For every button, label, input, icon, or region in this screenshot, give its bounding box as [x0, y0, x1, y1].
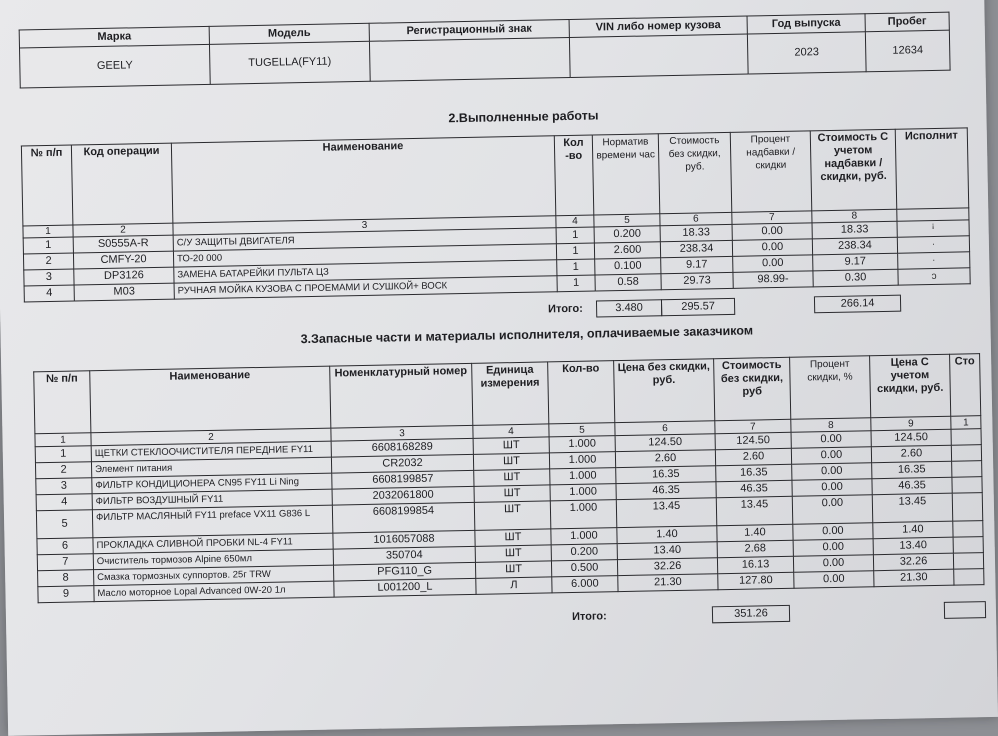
parts-unit: ШТ [475, 529, 551, 546]
parts-name: ФИЛЬТР КОНДИЦИОНЕРА CN95 FY11 Li Ning [92, 473, 332, 494]
parts-price: 1.40 [617, 526, 717, 544]
works-cost: 238.34 [660, 240, 732, 257]
parts-price: 13.40 [617, 542, 717, 560]
parts-sku: 6608199854 [332, 502, 475, 533]
parts-index-cell: 6 [615, 421, 715, 436]
works-executor: · [898, 252, 970, 269]
parts-extra [951, 429, 981, 446]
works-total-label: Итого: [548, 302, 583, 316]
works-executor: ɔ [898, 268, 970, 285]
parts-num: 7 [37, 554, 93, 571]
parts-name: Очиститель тормозов Alpine 650мл [93, 549, 333, 570]
parts-extra [952, 493, 983, 522]
works-time: 2.600 [594, 242, 660, 259]
works-pct: 0.00 [733, 255, 813, 273]
parts-index-cell: 2 [91, 428, 331, 446]
vehicle-vin [569, 34, 748, 77]
parts-price: 46.35 [616, 482, 716, 500]
parts-cost: 16.13 [717, 556, 793, 573]
parts-pct: 0.00 [794, 571, 874, 589]
works-cost: 18.33 [660, 224, 732, 241]
parts-sku: 6608199857 [332, 470, 474, 489]
parts-final: 124.50 [871, 429, 951, 447]
works-header-code: Код операции [71, 143, 173, 225]
parts-index-cell: 4 [473, 424, 549, 438]
parts-header-sku: Номенклатурный номер [330, 363, 473, 428]
vehicle-table [19, 12, 951, 89]
parts-name: Масло моторное Lopal Advanced 0W-20 1л [94, 581, 334, 602]
vehicle-header-model: Модель [209, 23, 369, 44]
parts-final: 13.45 [872, 493, 953, 523]
works-pct: 98.99- [733, 271, 813, 289]
works-qty: 1 [556, 243, 594, 260]
parts-pct: 0.00 [793, 555, 873, 573]
works-code: M03 [74, 283, 174, 301]
parts-header-extra: Сто [950, 354, 981, 417]
parts-extra [954, 569, 984, 586]
works-header-name: Наименование [171, 136, 555, 223]
works-code: CMFY-20 [73, 251, 173, 269]
works-total: 0.30 [813, 269, 898, 287]
works-index-cell: 5 [594, 214, 660, 227]
parts-pct: 0.00 [792, 495, 873, 525]
parts-qty: 1.000 [549, 452, 615, 469]
parts-final: 16.35 [872, 461, 952, 479]
parts-index-cell: 3 [331, 425, 473, 441]
works-header-time: Норматив времени час [592, 134, 660, 215]
vehicle-model: TUGELLA(FY11) [209, 41, 370, 84]
works-num: 2 [23, 253, 73, 270]
parts-final: 46.35 [872, 477, 952, 495]
parts-num: 1 [35, 446, 91, 463]
works-total-time: 3.480 [596, 299, 662, 317]
parts-header-qty: Кол-во [548, 361, 615, 424]
parts-unit: ШТ [475, 545, 551, 562]
vehicle-header-make: Марка [19, 26, 209, 48]
parts-header-num: № п/п [34, 371, 91, 434]
parts-index-cell: 1 [951, 416, 981, 430]
works-executor: ꜟ [897, 220, 969, 237]
parts-cost: 2.60 [715, 448, 791, 465]
parts-total-cost: 351.26 [712, 605, 790, 623]
parts-sku: PFG110_G [333, 562, 475, 581]
parts-extra [952, 461, 982, 478]
works-total: 18.33 [812, 221, 897, 239]
parts-price: 16.35 [616, 466, 716, 484]
works-index-cell: 4 [556, 215, 594, 228]
works-name: ЗАМЕНА БАТАРЕЙКИ ПУЛЬТА ЦЗ [174, 260, 557, 283]
works-index-cell: 3 [173, 216, 556, 235]
vehicle-header-mileage: Пробег [865, 12, 949, 32]
parts-name: Элемент питания [91, 457, 331, 478]
parts-num: 3 [36, 478, 92, 495]
works-code: DP3126 [74, 267, 174, 285]
parts-pct: 0.00 [792, 479, 872, 497]
parts-qty: 1.000 [550, 500, 617, 529]
parts-final: 32.26 [873, 553, 953, 571]
works-time: 0.200 [594, 226, 660, 243]
works-index-cell: 2 [73, 223, 173, 237]
parts-header-unit: Единица измерения [472, 362, 549, 425]
parts-name: ФИЛЬТР ВОЗДУШНЫЙ FY11 [92, 489, 332, 510]
parts-num: 9 [38, 586, 94, 603]
parts-extra [953, 537, 983, 554]
parts-cost: 13.45 [716, 496, 793, 525]
parts-sku: CR2032 [331, 454, 473, 473]
parts-num: 5 [36, 510, 93, 539]
works-total-final: 266.14 [814, 295, 901, 314]
parts-header-price: Цена без скидки, руб. [614, 359, 715, 423]
works-header-executor: Исполнит [895, 128, 969, 209]
vehicle-year: 2023 [747, 32, 866, 74]
works-qty: 1 [557, 275, 595, 292]
parts-name: ФИЛЬТР МАСЛЯНЫЙ FY11 preface VX11 G836 L [92, 505, 332, 538]
parts-unit: ШТ [474, 485, 550, 502]
works-index-cell: 8 [812, 209, 897, 223]
vehicle-mileage: 12634 [865, 30, 950, 72]
vehicle-make: GEELY [20, 44, 211, 88]
parts-qty: 0.500 [551, 560, 617, 577]
parts-extra [953, 521, 983, 538]
works-name: ТО-20 000 [173, 244, 556, 267]
parts-price: 2.60 [615, 450, 715, 468]
parts-unit: ШТ [473, 453, 549, 470]
parts-pct: 0.00 [793, 523, 873, 541]
parts-header-final: Цена С учетом скидки, руб. [870, 354, 951, 418]
parts-table [33, 353, 984, 603]
parts-qty: 0.200 [551, 544, 617, 561]
works-name: С/У ЗАЩИТЫ ДВИГАТЕЛЯ [173, 228, 556, 251]
works-header-pct: Процент надбавки /скидки [730, 131, 812, 213]
parts-cost: 2.68 [717, 540, 793, 557]
parts-sku: 350704 [333, 546, 475, 565]
parts-unit: ШТ [474, 469, 550, 486]
parts-cost: 124.50 [715, 432, 791, 449]
works-name: РУЧНАЯ МОЙКА КУЗОВА С ПРОЕМАМИ И СУШКОЙ+ ВОСК [174, 276, 557, 299]
parts-title: 3.Запасные части и материалы исполнителя, оплачиваемые заказчиком [300, 323, 754, 347]
parts-final: 1.40 [873, 521, 953, 539]
parts-header-name: Наименование [90, 366, 331, 433]
parts-num: 4 [36, 494, 92, 511]
works-cost: 29.73 [661, 272, 733, 289]
parts-num: 2 [35, 462, 91, 479]
parts-qty: 6.000 [552, 576, 618, 593]
vehicle-header-vin: VIN либо номер кузова [569, 16, 747, 37]
parts-qty: 1.000 [550, 468, 616, 485]
parts-price: 21.30 [618, 574, 718, 592]
works-executor: · [897, 236, 969, 253]
works-qty: 1 [556, 227, 594, 244]
parts-index-cell: 7 [715, 419, 791, 433]
parts-final: 13.40 [873, 537, 953, 555]
works-total-cost: 295.57 [661, 298, 735, 316]
parts-unit: ШТ [474, 501, 551, 530]
parts-sku: L001200_L [334, 578, 476, 597]
parts-sku: 6608168289 [331, 438, 473, 457]
works-pct: 0.00 [732, 223, 812, 241]
parts-unit: ШТ [473, 437, 549, 454]
parts-name: ЩЕТКИ СТЕКЛООЧИСТИТЕЛЯ ПЕРЕДНИЕ FY11 [91, 441, 331, 462]
parts-final: 2.60 [871, 445, 951, 463]
parts-extra [951, 445, 981, 462]
works-title: 2.Выполненные работы [448, 108, 599, 126]
parts-sku: 2032061800 [332, 486, 474, 505]
works-total: 238.34 [812, 237, 897, 255]
parts-pct: 0.00 [791, 431, 871, 449]
works-header-cost: Стоимость без скидки, руб. [658, 132, 732, 213]
parts-name: ПРОКЛАДКА СЛИВНОЙ ПРОБКИ NL-4 FY11 [93, 533, 333, 554]
parts-index-cell: 8 [791, 418, 871, 433]
works-num: 3 [24, 269, 74, 286]
parts-pct: 0.00 [791, 447, 871, 465]
parts-pct: 0.00 [793, 539, 873, 557]
parts-total-extra [944, 601, 986, 619]
works-num: 1 [23, 237, 73, 254]
parts-qty: 1.000 [549, 436, 615, 453]
parts-total-label: Итого: [571, 610, 607, 624]
works-header-total: Стоимость С учетом надбавки /скидки, руб. [810, 129, 897, 211]
parts-unit: ШТ [475, 561, 551, 578]
parts-qty: 1.000 [551, 528, 617, 545]
works-header-qty: Кол -во [554, 135, 594, 216]
parts-num: 8 [38, 570, 94, 587]
parts-extra [953, 553, 983, 570]
works-total: 9.17 [813, 253, 898, 271]
parts-final: 21.30 [874, 569, 954, 587]
parts-cost: 16.35 [716, 464, 792, 481]
parts-header-pct: Процент скидки, % [790, 356, 871, 420]
works-pct: 0.00 [732, 239, 812, 257]
parts-pct: 0.00 [792, 463, 872, 481]
parts-cost: 1.40 [717, 524, 793, 541]
vehicle-reg [369, 37, 570, 81]
works-header-num: № п/п [21, 145, 73, 226]
works-index-cell: 6 [660, 212, 732, 225]
works-index-cell: 1 [23, 225, 73, 238]
parts-unit: Л [476, 577, 552, 594]
works-table [21, 127, 971, 302]
parts-name: Смазка тормозных суппортов. 25г TRW [94, 565, 334, 586]
parts-price: 124.50 [615, 434, 715, 452]
parts-price: 13.45 [616, 498, 717, 528]
works-time: 0.100 [595, 258, 661, 275]
parts-qty: 1.000 [550, 484, 616, 501]
parts-price: 32.26 [617, 558, 717, 576]
parts-index-cell: 5 [549, 423, 615, 437]
parts-cost: 127.80 [718, 572, 794, 589]
works-cost: 9.17 [661, 256, 733, 273]
works-num: 4 [24, 285, 74, 302]
parts-header-cost: Стоимость без скидки, руб [714, 357, 791, 420]
works-qty: 1 [557, 259, 595, 276]
parts-sku: 1016057088 [333, 530, 475, 549]
parts-extra [952, 477, 982, 494]
works-index-cell: 7 [732, 211, 812, 225]
vehicle-header-year: Год выпуска [747, 14, 865, 34]
parts-index-cell: 9 [871, 416, 951, 431]
works-code: S0555A-R [73, 235, 173, 253]
parts-index-cell: 1 [35, 433, 91, 447]
works-time: 0.58 [595, 274, 661, 291]
parts-cost: 46.35 [716, 480, 792, 497]
vehicle-header-reg: Регистрационный знак [369, 19, 569, 41]
parts-num: 6 [37, 538, 93, 555]
